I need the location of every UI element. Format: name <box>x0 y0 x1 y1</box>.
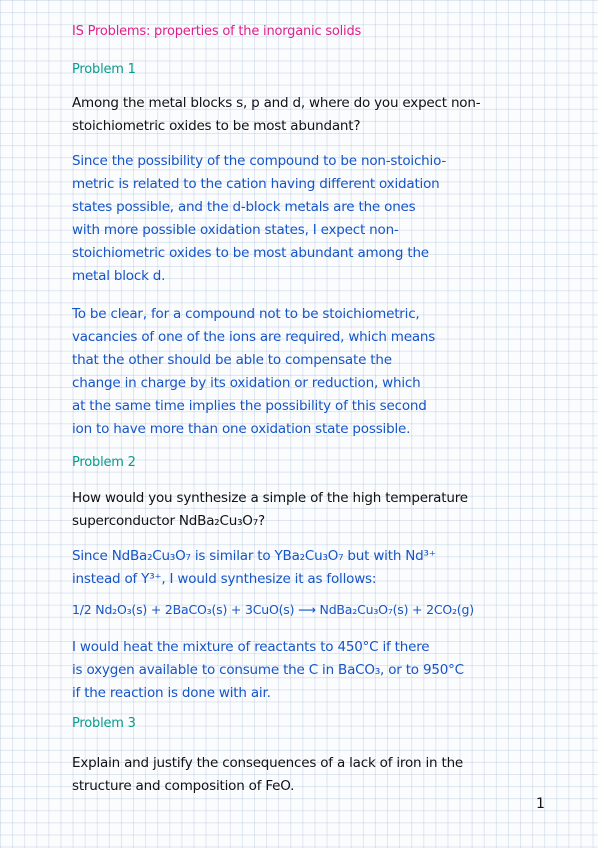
page-number: 1 <box>536 796 545 812</box>
problem-1-heading: Problem 1 <box>72 62 136 77</box>
problem-1-answer-line: with more possible oxidation states, I expect non- <box>72 222 399 238</box>
problem-1-answer-line: vacancies of one of the ions are required, which means <box>72 329 436 345</box>
problem-1-question-line: Among the metal blocks s, p and d, where do you expect non- <box>72 95 481 111</box>
problem-1-answer-line: change in charge by its oxidation or reduction, which <box>72 375 421 391</box>
problem-1-answer-line: states possible, and the d-block metals are the ones <box>72 199 416 215</box>
problem-2-answer-line: is oxygen available to consume the C in BaCO₃, or to 950°C <box>72 662 464 678</box>
problem-2-question-line: How would you synthesize a simple of the high temperature <box>72 490 468 506</box>
problem-2-answer-line: I would heat the mixture of reactants to 450°C if there <box>72 639 430 655</box>
problem-2-answer-line: if the reaction is done with air. <box>72 685 271 701</box>
problem-3-question-line: structure and composition of FeO. <box>72 778 295 794</box>
problem-1-answer-line: To be clear, for a compound not to be stoichiometric, <box>72 306 420 322</box>
problem-1-answer-line: metric is related to the cation having different oxidation <box>72 176 440 192</box>
problem-3-heading: Problem 3 <box>72 716 136 731</box>
problem-1-answer-line: ion to have more than one oxidation state possible. <box>72 421 411 437</box>
problem-2-heading: Problem 2 <box>72 455 136 470</box>
problem-2-answer-line: instead of Y³⁺, I would synthesize it as follows: <box>72 571 377 587</box>
problem-1-answer-line: Since the possibility of the compound to be non-stoichio- <box>72 153 447 169</box>
problem-1-answer-line: metal block d. <box>72 268 166 284</box>
problem-2-question-line: superconductor NdBa₂Cu₃O₇? <box>72 513 265 529</box>
problem-1-answer-line: that the other should be able to compensate the <box>72 352 392 368</box>
problem-2-answer-line: Since NdBa₂Cu₃O₇ is similar to YBa₂Cu₃O₇ but with Nd³⁺ <box>72 548 436 564</box>
page-title: IS Problems: properties of the inorganic solids <box>72 24 362 39</box>
problem-1-answer-line: stoichiometric oxides to be most abundant among the <box>72 245 429 261</box>
problem-3-question-line: Explain and justify the consequences of a lack of iron in the <box>72 755 464 771</box>
problem-1-answer-line: at the same time implies the possibility of this second <box>72 398 427 414</box>
problem-1-question-line: stoichiometric oxides to be most abundant? <box>72 118 361 134</box>
reaction-equation: 1/2 Nd₂O₃(s) + 2BaCO₃(s) + 3CuO(s) ⟶ NdBa₂Cu₃O₇(s) + 2CO₂(g) <box>72 602 474 617</box>
